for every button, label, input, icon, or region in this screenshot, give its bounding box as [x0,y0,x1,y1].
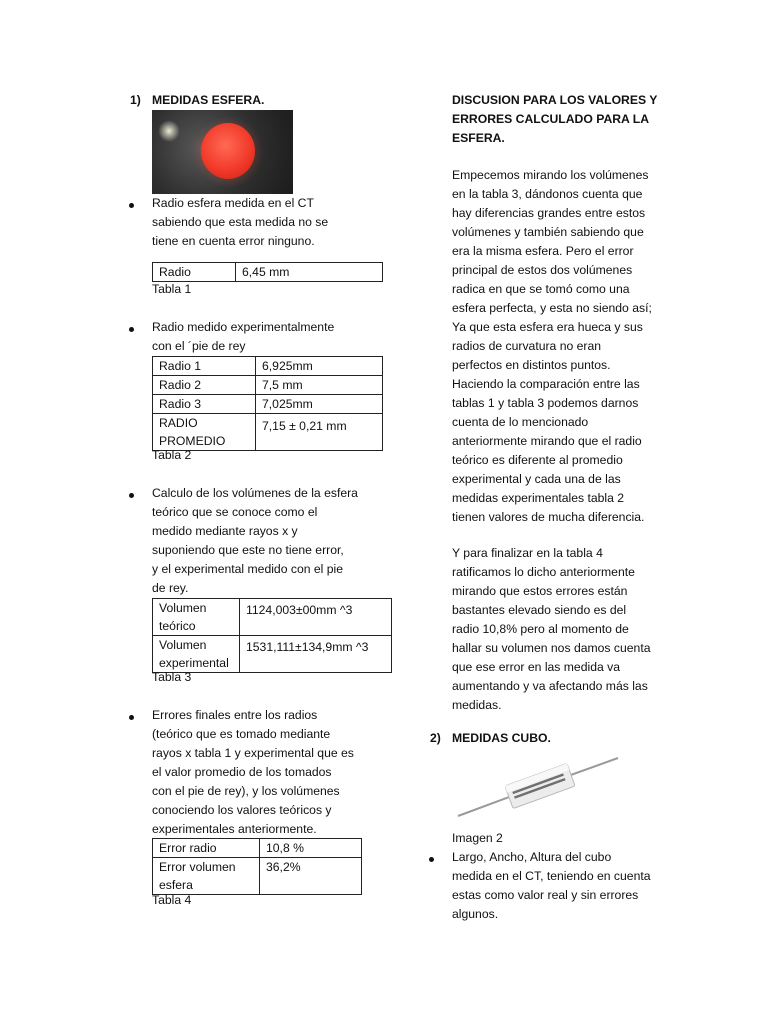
text-line: (teórico que es tomado mediante [152,727,331,741]
table-cell-label: Radio 2 [153,376,256,395]
text-line: ratificamos lo dicho anteriormente [452,565,635,579]
text-line: hallar su volumen nos damos cuenta [452,641,651,655]
text-line: conociendo los valores teóricos y [152,803,332,817]
heading-line: ESFERA. [452,131,505,145]
text-line: medidas. [452,698,502,712]
bullet-dot [129,493,134,498]
table-1-caption: Tabla 1 [152,282,192,296]
table-row [153,376,383,395]
table-row [153,636,392,673]
text-line: tiene en cuenta error ninguno. [152,234,315,248]
table-cell-value: 7,15 ± 0,21 mm [256,414,383,451]
resistor-body [505,763,575,808]
section-2-title: MEDIDAS CUBO. [452,731,551,745]
table-row [153,263,383,282]
bullet-dot [129,327,134,332]
text-line: de rey. [152,581,189,595]
table-cell-value: 6,45 mm [236,263,383,282]
text-line: perfectos en distintos puntos. [452,358,611,372]
text-line: suponiendo que este no tiene error, [152,543,344,557]
table-3 [152,598,392,673]
text-line: tablas 1 y tabla 3 podemos darnos [452,396,639,410]
table-cell-label: Radio [153,263,236,282]
table-cell-label [153,858,260,895]
bullet-dot [129,715,134,720]
text-line: Errores finales entre los radios [152,708,318,722]
table-row [153,839,362,858]
table-cell-label: Radio 1 [153,357,256,376]
table-row [153,395,383,414]
text-line: medida en el CT, teniendo en cuenta [452,869,651,883]
resistor-lead-left [458,796,512,816]
text-line: experimentales anteriormente. [152,822,317,836]
label-line: Error volumen [159,860,236,874]
label-line: Volumen [159,638,207,652]
table-cell-label [153,414,256,451]
text-line: y el experimental medido con el pie [152,562,344,576]
text-line: tienen valores de mucha diferencia. [452,510,645,524]
image-2-caption: Imagen 2 [452,831,503,845]
text-line: Calculo de los volúmenes de la esfera [152,486,358,500]
table-row [153,357,383,376]
table-cell-label [153,599,240,636]
text-line: Radio medido experimentalmente [152,320,335,334]
table-cell-value: 1531,111±134,9mm ^3 [240,636,392,673]
text-line: Haciendo la comparación entre las [452,377,640,391]
label-line: teórico [159,619,196,633]
sphere-ball [201,123,255,179]
heading-line: DISCUSION PARA LOS VALORES Y [452,93,658,107]
text-line: en la tabla 3, dándonos cuenta que [452,187,643,201]
text-line: anteriormente mirando que el radio [452,434,642,448]
table-cell-label: Error radio [153,839,260,858]
text-line: bastantes elevado siendo es del [452,603,627,617]
text-line: algunos. [452,907,499,921]
text-line: volúmenes y también sabiendo que [452,225,644,239]
table-cell-value: 1124,003±00mm ^3 [240,599,392,636]
table-row [153,414,383,451]
section-2-number: 2) [430,731,441,745]
label-line: Volumen [159,601,207,615]
table-cell-value: 7,5 mm [256,376,383,395]
text-line: que ese error en las medida va [452,660,621,674]
avg-label-line: PROMEDIO [159,434,226,448]
text-line: teórico que se conoce como el [152,505,318,519]
table-1 [152,262,383,282]
sphere-photo [152,110,293,194]
text-line: mirando que estos errores están [452,584,628,598]
table-4-caption: Tabla 4 [152,893,192,907]
table-4 [152,838,362,895]
text-line: estas como valor real y sin errores [452,888,639,902]
text-line: rayos x tabla 1 y experimental que es [152,746,354,760]
table-2 [152,356,383,451]
text-line: Y para finalizar en la tabla 4 [452,546,603,560]
resistor-illustration [452,752,622,830]
table-row [153,599,392,636]
bullet-dot [429,857,434,862]
text-line: el valor promedio de los tomados [152,765,332,779]
table-cell-value: 6,925mm [256,357,383,376]
table-cell-value: 36,2% [260,858,362,895]
text-line: Largo, Ancho, Altura del cubo [452,850,612,864]
text-line: principal de estos dos volúmenes [452,263,633,277]
text-line: con el ´pie de rey [152,339,246,353]
text-line: sabiendo que esta medida no se [152,215,329,229]
table-row [153,858,362,895]
table-cell-label: Radio 3 [153,395,256,414]
resistor-photo [452,752,622,830]
text-line: cuenta de lo mencionado [452,415,589,429]
bullet-dot [129,203,134,208]
text-line: radica en que se tomó como una [452,282,630,296]
label-line: esfera [159,878,193,892]
text-line: esfera perfecta, y esta no siendo así; [452,301,652,315]
light-flare [158,120,180,142]
table-cell-value: 7,025mm [256,395,383,414]
text-line: medido mediante rayos x y [152,524,298,538]
text-line: Radio esfera medida en el CT [152,196,314,210]
avg-label-line: RADIO [159,416,198,430]
text-line: Empecemos mirando los volúmenes [452,168,649,182]
section-1-number: 1) [130,93,141,107]
text-line: era la misma esfera. Pero el error [452,244,634,258]
text-line: radio 10,8% pero al momento de [452,622,629,636]
table-cell-value: 10,8 % [260,839,362,858]
resistor-lead-right [568,758,618,776]
text-line: aumentando y va afectando más las [452,679,648,693]
table-cell-label [153,636,240,673]
text-line: experimental y cada una de las [452,472,621,486]
heading-line: ERRORES CALCULADO PARA LA [452,112,650,126]
table-2-caption: Tabla 2 [152,448,192,462]
text-line: radios de curvatura no eran [452,339,602,353]
text-line: con el pie de rey), y los volúmenes [152,784,340,798]
text-line: hay diferencias grandes entre estos [452,206,646,220]
label-line: experimental [159,656,229,670]
text-line: Ya que esta esfera era hueca y sus [452,320,643,334]
text-line: teórico es diferente al promedio [452,453,623,467]
section-1-title: MEDIDAS ESFERA. [152,93,265,107]
text-line: medidas experimentales tabla 2 [452,491,625,505]
table-3-caption: Tabla 3 [152,670,192,684]
